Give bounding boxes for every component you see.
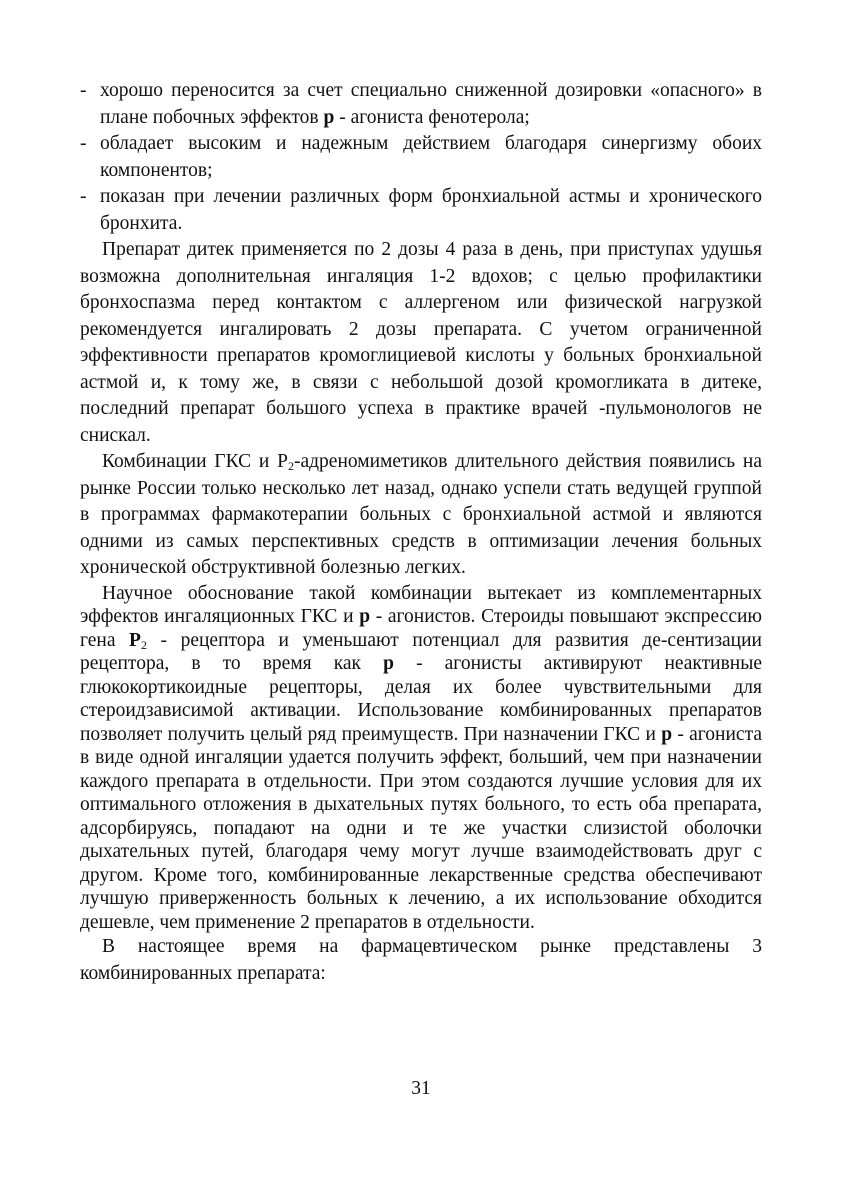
subscript: 2: [140, 637, 147, 652]
bullet-item: [80, 184, 762, 237]
paragraph-ditek: Препарат дитек применяется по 2 дозы 4 раза в день, при приступах удушья возможна дополнительная ингаляция 1-2 вдохов; с целью профилактики бронхоспазма перед контактом с аллергеном или физической нагрузкой рекомендуется ингалировать 2 дозы препарата. С учетом ограниченной эффективности препаратов кромоглициевой кислоты у больных бронхиальной астмой и, к тому же, в связи с небольшой дозой кромогликата в дитеке, последний препарат большого успеха в практике врачей -пульмонологов не снискал.: [80, 239, 762, 446]
paragraph-rationale: [80, 582, 762, 935]
bullet-item: [80, 131, 762, 184]
bold-term: р: [359, 606, 371, 627]
bold-term: Р: [129, 629, 141, 651]
bold-term: р: [323, 106, 335, 128]
bullet-text: обладает высоким и надежным действием благодаря синергизму обоих компонентов;: [100, 133, 762, 181]
text-run: - рецептора и уменьшают потенциал для развития де-сентизации рецептора, в то время как: [80, 629, 762, 674]
page-body: [80, 78, 762, 987]
text-run: хорошо переносится за счет специально сниженной дозировки «опасного» в плане побочных эффектов: [100, 80, 762, 128]
text-run: - агониста в виде одной ингаляции удается получить эффект, больший, чем при назначении каждого препарата в отдельности. При этом создаются лучшие условия для их оптимального отложения в дыхательных путях больного, то есть оба препарата, адсорбируясь, попадают на одни и те же участки слизистой оболочки дыхательных путей, благодаря чему могут лучше взаимодействовать друг с другом. Кроме того, комбинированные лекарственные средства обеспечивают лучшую приверженность больных к лечению, а их использование обходится дешевле, чем применение 2 препаратов в отдельности.: [80, 723, 762, 933]
text-run: - агонисты активируют неактивные глюкокортикоидные рецепторы, делая их более чувствительными для стероидзависимой активации. Использование комбинированных препаратов позволяет получить целый ряд преимуществ. При назначении ГКС и: [80, 653, 762, 745]
text-run: Научное обоснование такой комбинации вытекает из комплементарных эффектов ингаляционных ГКС и: [80, 582, 762, 627]
paragraph-combinations: [80, 449, 762, 582]
bullet-dash: -: [80, 80, 87, 101]
text-run: - агонистов. Стероиды повышают экспрессию гена: [80, 606, 762, 651]
bullet-dash: -: [80, 133, 87, 154]
bullet-text: [100, 80, 762, 128]
text-run: - агониста фенотерола;: [334, 106, 530, 128]
bold-term: р: [383, 653, 394, 674]
bullet-text: показан при лечении различных форм бронхиальной астмы и хронического бронхита.: [100, 186, 762, 234]
bullet-list: [80, 78, 762, 237]
text-run: Комбинации ГКС и Р: [102, 451, 288, 472]
subscript: 2: [287, 459, 294, 473]
text-run: -адреномиметиков длительного действия появились на рынке России только несколько лет назад, однако успели стать ведущей группой в программах фармакотерапии больных с бронхиальной астмой и являются одними из самых перспективных средств в оптимизации лечения больных хронической обструктивной болезнью легких.: [80, 451, 762, 578]
page-number: 31: [411, 1078, 431, 1099]
bullet-dash: -: [80, 186, 87, 207]
paragraph-market: В настоящее время на фармацевтическом рынке представлены 3 комбинированных препарата:: [80, 936, 762, 984]
bold-term: р: [661, 723, 673, 745]
bullet-item: [80, 78, 762, 131]
